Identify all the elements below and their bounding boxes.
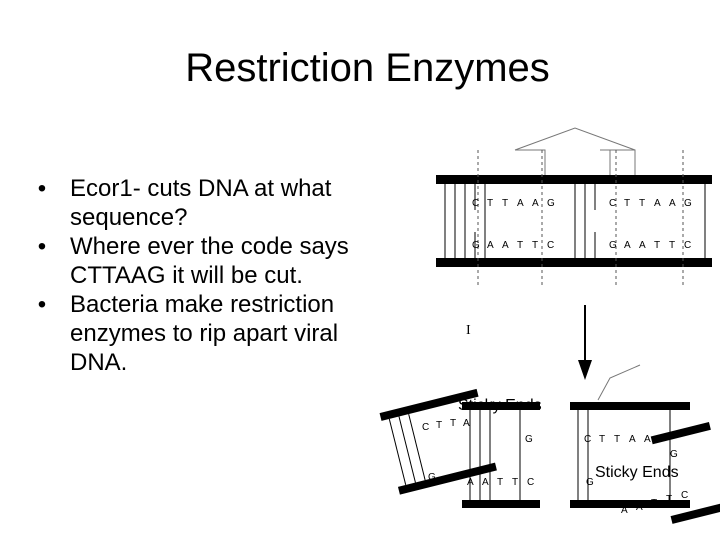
base-label: T	[532, 240, 539, 251]
bullet-text: Where ever the code says CTTAAG it will be cut.	[70, 233, 349, 289]
base-label: C	[472, 198, 480, 209]
base-label: G	[609, 240, 617, 251]
base-label: T	[599, 434, 606, 445]
bullet-dot: •	[37, 175, 47, 202]
base-label: C	[547, 240, 555, 251]
base-label: A	[502, 240, 509, 251]
base-label: A	[621, 505, 628, 516]
base-label: A	[636, 502, 643, 513]
base-label: G	[525, 434, 533, 445]
base-label: G	[586, 477, 594, 488]
base-label: G	[547, 198, 555, 209]
base-label: T	[497, 477, 504, 488]
base-label: A	[644, 434, 651, 445]
base-label: A	[629, 434, 636, 445]
dna-uncut	[436, 150, 712, 285]
base-label: T	[651, 498, 658, 509]
bullet-list	[30, 174, 360, 377]
base-label: T	[666, 494, 673, 505]
base-label: A	[654, 198, 661, 209]
slide-title: Restriction Enzymes	[185, 46, 550, 90]
base-label: C	[422, 422, 430, 433]
base-label: A	[639, 240, 646, 251]
base-label: C	[527, 477, 535, 488]
bottom-backbone	[436, 258, 712, 267]
base-label: T	[639, 198, 646, 209]
sticky-ends-label-text: Sticky Ends	[595, 464, 679, 481]
bullet-text: Ecor1- cuts DNA at what sequence?	[70, 175, 332, 231]
top-strand-bases-left	[472, 198, 555, 209]
base-label: T	[669, 240, 676, 251]
top-strand-bases-right	[609, 198, 692, 209]
base-label: A	[532, 198, 539, 209]
sticky-ends-label	[595, 464, 679, 481]
base-label: A	[467, 477, 474, 488]
base-label: C	[681, 490, 689, 501]
base-label: T	[517, 240, 524, 251]
base-label: T	[450, 418, 457, 429]
base-label: C	[684, 240, 692, 251]
base-label: A	[482, 477, 489, 488]
bullet-dot: •	[37, 233, 47, 260]
base-label: G	[428, 472, 436, 483]
ecori-cut-diagram	[370, 120, 720, 540]
base-label: A	[517, 198, 524, 209]
base-label: T	[436, 420, 443, 431]
bullet-item	[30, 290, 360, 377]
base-label: A	[463, 418, 470, 429]
base-label: T	[624, 198, 631, 209]
bullet-item	[30, 232, 360, 290]
base-label: T	[502, 198, 509, 209]
base-label: A	[624, 240, 631, 251]
bullet-dot: •	[37, 291, 47, 318]
base-label: G	[670, 449, 678, 460]
base-label: G	[684, 198, 692, 209]
base-label: G	[472, 240, 480, 251]
base-label: T	[654, 240, 661, 251]
dna-cut-fragments	[380, 389, 720, 524]
base-label: C	[609, 198, 617, 209]
bullet-item	[30, 174, 360, 232]
base-label: T	[487, 198, 494, 209]
base-label: A	[669, 198, 676, 209]
down-arrow-icon	[578, 305, 592, 380]
base-label: A	[487, 240, 494, 251]
base-label: T	[614, 434, 621, 445]
base-label: C	[584, 434, 592, 445]
step-label: I	[466, 323, 471, 338]
bottom-strand-bases-right	[609, 240, 691, 251]
enzyme-outline	[515, 128, 635, 175]
sticky-ends-label-text: Sticky Ends	[458, 397, 542, 414]
bullet-text: Bacteria make restriction enzymes to rip apart viral DNA.	[70, 291, 339, 376]
base-label: T	[512, 477, 519, 488]
top-backbone	[436, 175, 712, 184]
sticky-ends-label	[458, 397, 542, 414]
